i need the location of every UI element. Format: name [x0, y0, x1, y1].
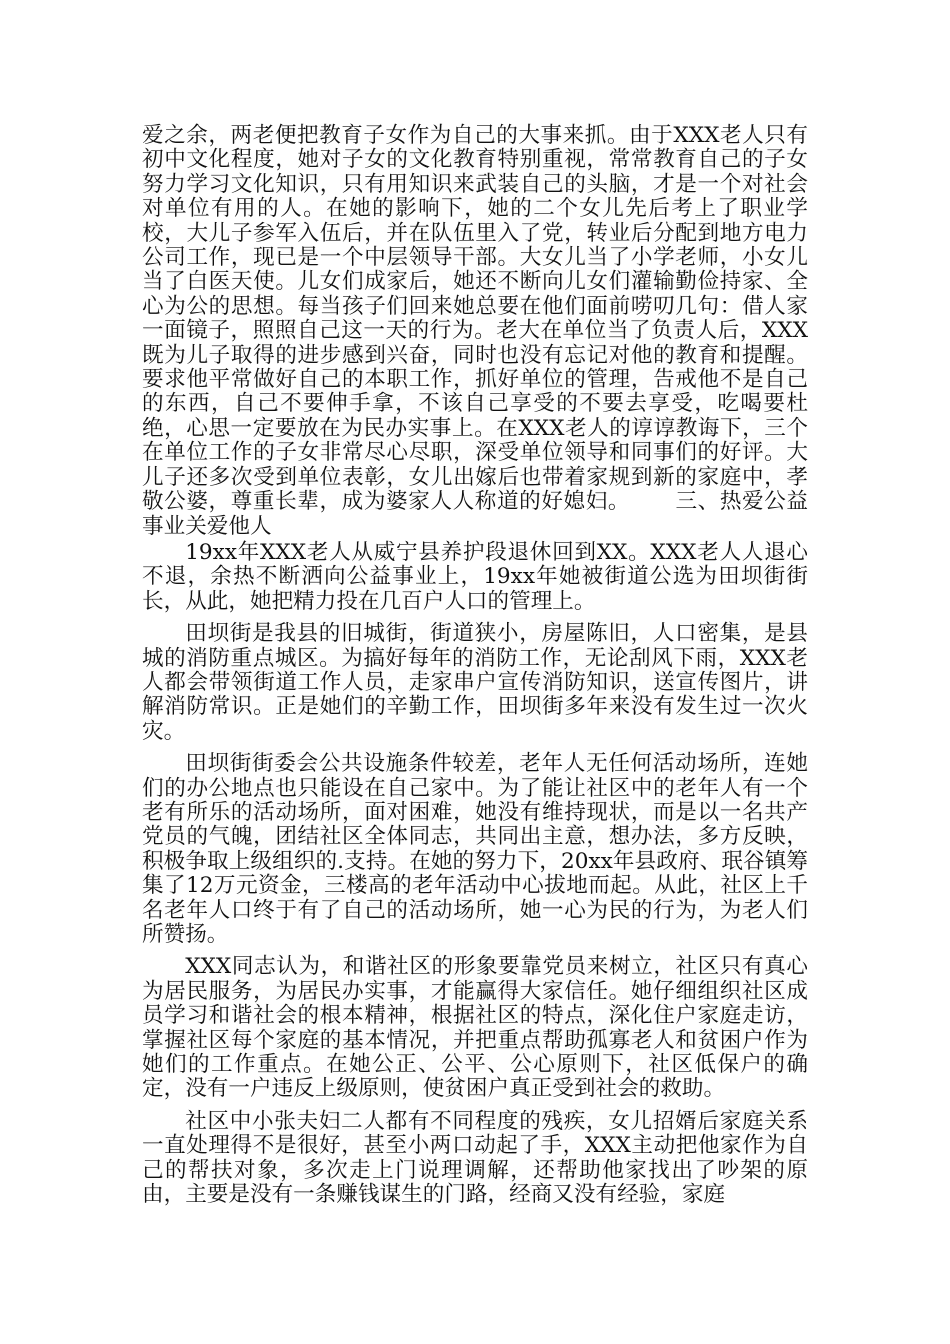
paragraph-1-text: 爱之余，两老便把教育子女作为自己的大事来抓。由于XXX老人只有初中文化程度，她对子女的文化教育特别重视，常常教育自己的子女努力学习文化知识，只有用知识来武装自己的头脑，才是一个对社会对单位有用的人。在她的影响下，她的二个女儿先后考上了职业学校，大儿子参军入伍后，并在队伍里入了党，转业后分配到地方电力公司工作，现已是一个中层领导干部。大女儿当了小学老师，小女儿当了白医天使。儿女们成家后，她还不断向儿女们灌输勤俭持家、全心为公的思想。每当孩子们回来她总要在他们面前唠叨几句：借人家一面镜子，照照自己这一天的行为。老大在单位当了负责人后，XXX既为儿子取得的进步感到兴奋，同时也没有忘记对他的教育和提醒。要求他平常做好自己的本职工作，抓好单位的管理，告戒他不是自己的东西，自己不要伸手拿，不该自己享受的不要去享受，吃喝要杜绝，心思一定要放在为民办实事上。在XXX老人的谆谆教诲下，三个在单位工作的子女非常尽心尽职，深受单位领导和同事们的好评。大儿子还多次受到单位表彰，女儿出嫁后也带着家规到新的家庭中，孝敬公婆，尊重长辈，成为婆家人人称道的好媳妇。 — [142, 123, 808, 515]
document-page — [142, 124, 808, 1215]
paragraph-3: 田坝街是我县的旧城街，街道狭小，房屋陈旧，人口密集，是县城的消防重点城区。为搞好每年的消防工作，无论刮风下雨，XXX老人都会带领街道工作人员，走家串户宣传消防知识，送宣传图片，讲解消防常识。正是她们的辛勤工作，田坝街多年来没有发生过一次火灾。 — [142, 621, 808, 744]
paragraph-6: 社区中小张夫妇二人都有不同程度的残疾，女儿招婿后家庭关系一直处理得不是很好，甚至小两口动起了手，XXX主动把他家作为自己的帮扶对象，多次走上门说理调解，还帮助他家找出了吵架的原由，主要是没有一条赚钱谋生的门路，经商又没有经验，家庭 — [142, 1108, 808, 1208]
paragraph-5: XXX同志认为，和谐社区的形象要靠党员来树立，社区只有真心为居民服务，为居民办实事，才能赢得大家信任。她仔细组织社区成员学习和谐社会的根本精神，根据社区的特点，深化住户家庭走访，掌握社区每个家庭的基本情况，并把重点帮助孤寡老人和贫困户作为她们的工作重点。在她公正、公平、公心原则下，社区低保户的确定，没有一户违反上级原则，使贫困户真正受到社会的救助。 — [142, 954, 808, 1102]
paragraph-1 — [142, 124, 808, 539]
section-heading-3: 三、热爱公益事业关爱他人 — [142, 489, 808, 539]
paragraph-4: 田坝街街委会公共设施条件较差，老年人无任何活动场所，连她们的办公地点也只能设在自己家中。为了能让社区中的老年人有一个老有所乐的活动场所，面对困难，她没有维持现状，而是以一名共产党员的气魄，团结社区全体同志，共同出主意，想办法，多方反映，积极争取上级组织的.支持。在她的努力下，20xx年县政府、珉谷镇筹集了12万元资金，三楼高的老年活动中心拔地而起。从此，社区上千名老年人口终于有了自己的活动场所，她一心为民的行为，为老人们所赞扬。 — [142, 751, 808, 947]
paragraph-2: 19xx年XXX老人从威宁县养护段退休回到XX。XXX老人人退心不退，余热不断洒向公益事业上，19xx年她被街道公选为田坝街街长，从此，她把精力投在几百户人口的管理上。 — [142, 539, 808, 614]
